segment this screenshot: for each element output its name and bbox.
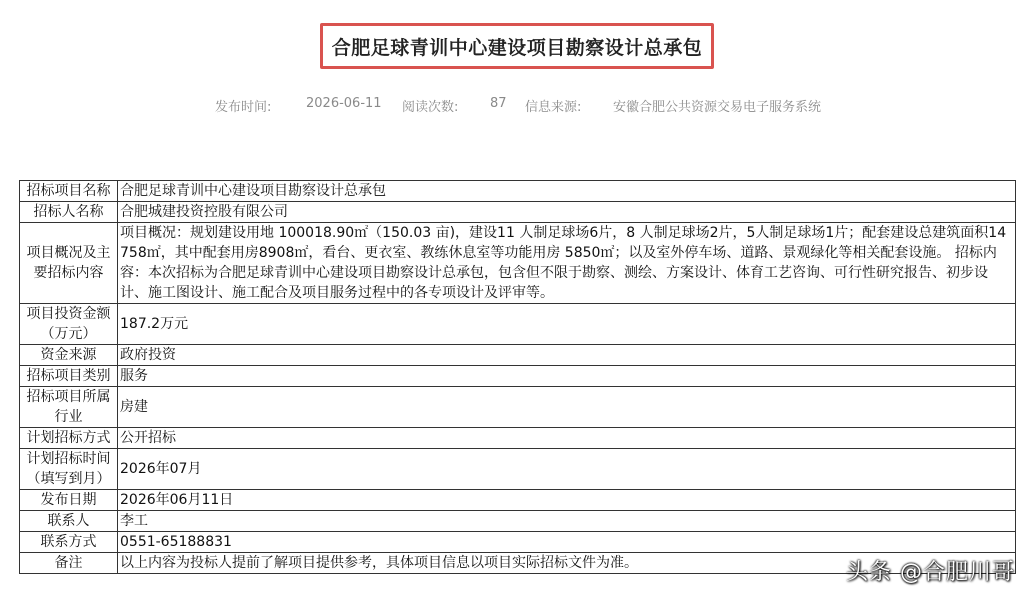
row-label-remarks: 备注 — [20, 553, 118, 574]
row-label-contact: 联系人 — [20, 511, 118, 532]
row-value-planned-time: 2026年07月 — [118, 449, 1016, 490]
table-row-planned-time — [20, 449, 1016, 490]
row-label-method: 计划招标方式 — [20, 428, 118, 449]
row-label-tenderer: 招标人名称 — [20, 202, 118, 223]
watermark: 头条 @合肥川哥 — [846, 560, 1015, 585]
row-label-category: 招标项目类别 — [20, 366, 118, 387]
row-value-method: 公开招标 — [118, 428, 1016, 449]
row-value-contact: 李工 — [118, 511, 1016, 532]
article-meta — [0, 96, 1027, 116]
table-row-method — [20, 428, 1016, 449]
read-count-value: 87 — [490, 96, 507, 111]
publish-time-label: 发布时间: — [215, 100, 272, 115]
table-row-investment — [20, 304, 1016, 345]
table-row-publish-date — [20, 490, 1016, 511]
article-title: 合肥足球青训中心建设项目勘察设计总承包 — [331, 36, 703, 59]
row-value-project-name: 合肥足球青训中心建设项目勘察设计总承包 — [118, 181, 1016, 202]
row-value-funding-source: 政府投资 — [118, 345, 1016, 366]
row-value-publish-date: 2026年06月11日 — [118, 490, 1016, 511]
read-count-label: 阅读次数: — [402, 100, 459, 115]
table-row-industry — [20, 387, 1016, 428]
info-source-value: 安徽合肥公共资源交易电子服务系统 — [613, 100, 822, 115]
bid-info-table — [19, 180, 1016, 574]
row-label-phone: 联系方式 — [20, 532, 118, 553]
table-row-tenderer — [20, 202, 1016, 223]
row-value-tenderer: 合肥城建投资控股有限公司 — [118, 202, 1016, 223]
row-label-publish-date: 发布日期 — [20, 490, 118, 511]
row-value-investment: 187.2万元 — [118, 304, 1016, 345]
table-row-overview — [20, 223, 1016, 304]
row-label-overview: 项目概况及主要招标内容 — [20, 223, 118, 304]
row-value-phone: 0551-65188831 — [118, 532, 1016, 553]
table-row-contact — [20, 511, 1016, 532]
table-row-funding-source — [20, 345, 1016, 366]
row-label-funding-source: 资金来源 — [20, 345, 118, 366]
row-label-planned-time: 计划招标时间（填写到月） — [20, 449, 118, 490]
row-value-remarks: 以上内容为投标人提前了解项目提供参考，具体项目信息以项目实际招标文件为准。 — [118, 553, 1016, 574]
row-value-industry: 房建 — [118, 387, 1016, 428]
publish-time-value: 2026-06-11 — [306, 96, 382, 111]
row-label-project-name: 招标项目名称 — [20, 181, 118, 202]
row-value-overview: 项目概况：规划建设用地 100018.90㎡（150.03 亩)，建设11 人制足球场6片，8 人制足球场2片，5人制足球场1片；配套建设总建筑面积14758㎡，其中配套用房8908㎡，看台、更衣室、教练休息室等功能用房 5850㎡；以及室外停车场、道路、景观绿化等相关配套设施。 招标内容：本次招标为合肥足球青训中心建设项目勘察设计总承包，包含但不限于勘察、测绘、方案设计、体育工艺咨询、可行性研究报告、初步设计、施工图设计、施工配合及项目服务过程中的各专项设计及评审等。 — [118, 223, 1016, 304]
row-label-investment: 项目投资金额（万元） — [20, 304, 118, 345]
row-label-industry: 招标项目所属行业 — [20, 387, 118, 428]
table-row-category — [20, 366, 1016, 387]
table-row-project-name — [20, 181, 1016, 202]
info-source-label: 信息来源: — [525, 100, 582, 115]
article-title-box — [320, 23, 714, 69]
table-row-phone — [20, 532, 1016, 553]
row-value-category: 服务 — [118, 366, 1016, 387]
